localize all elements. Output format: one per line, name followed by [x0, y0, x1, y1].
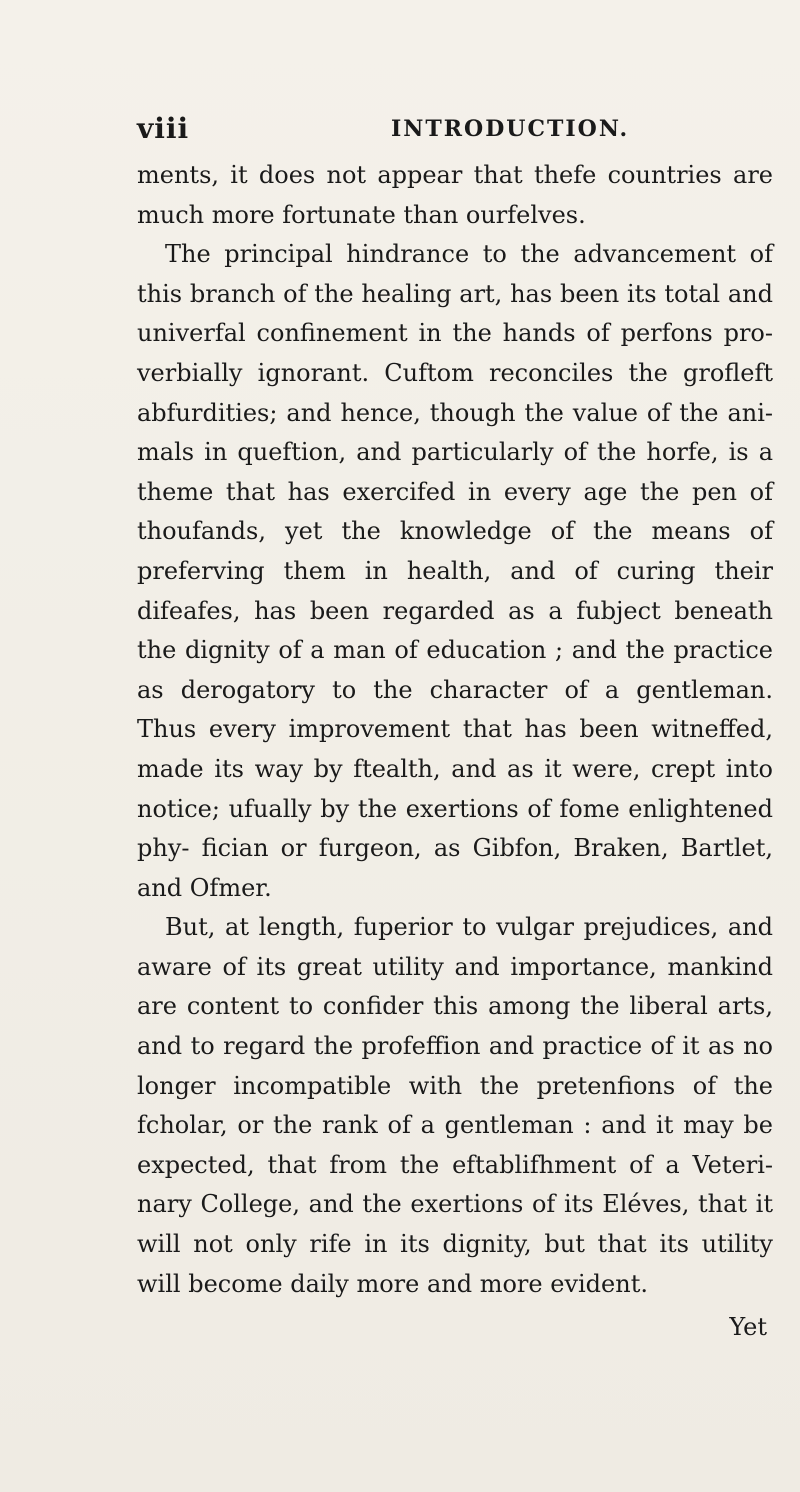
running-head	[137, 112, 777, 146]
paragraph-2: The principal hindrance to the advancement of this branch of the healing art, has been its total and univerfal confinement in the hands of perfons pro- verbially ignorant. Cuftom reconciles the grofleft abfurdities; and hence, though the value of the ani- mals in queftion, and particularly of the horfe, is a theme that has exercifed in every age the pen of thoufands, yet the knowledge of the means of preferving them in health, and of curing their difeafes, has been regarded as a fubject beneath the dignity of a man of education ; and the practice as derogatory to the character of a gentleman. Thus every improvement that has been witneffed, made its way by ftealth, and as it were, crept into notice; ufually by the exertions of fome enlightened phy- fician or furgeon, as Gibfon, Braken, Bartlet, and Ofmer.	[137, 240, 773, 902]
page-number: viii	[137, 112, 190, 145]
paragraph-1: ments, it does not appear that thefe countries are much more fortunate than ourfelves.	[137, 161, 773, 229]
body-text	[137, 156, 773, 1304]
catchword: Yet	[729, 1313, 767, 1341]
paragraph-3: But, at length, fuperior to vulgar prejudices, and aware of its great utility and importance, mankind are content to confider this among the liberal arts, and to regard the profeffion and practice of it as no longer incompatible with the pretenfions of the fcholar, or the rank of a gentleman : and it may be expected, that from the eftablifhment of a Veteri- nary College, and the exertions of its Eléves, that it will not only rife in its dignity, but that its utility will become daily more and more evident.	[137, 913, 773, 1298]
running-title: INTRODUCTION.	[391, 116, 630, 142]
